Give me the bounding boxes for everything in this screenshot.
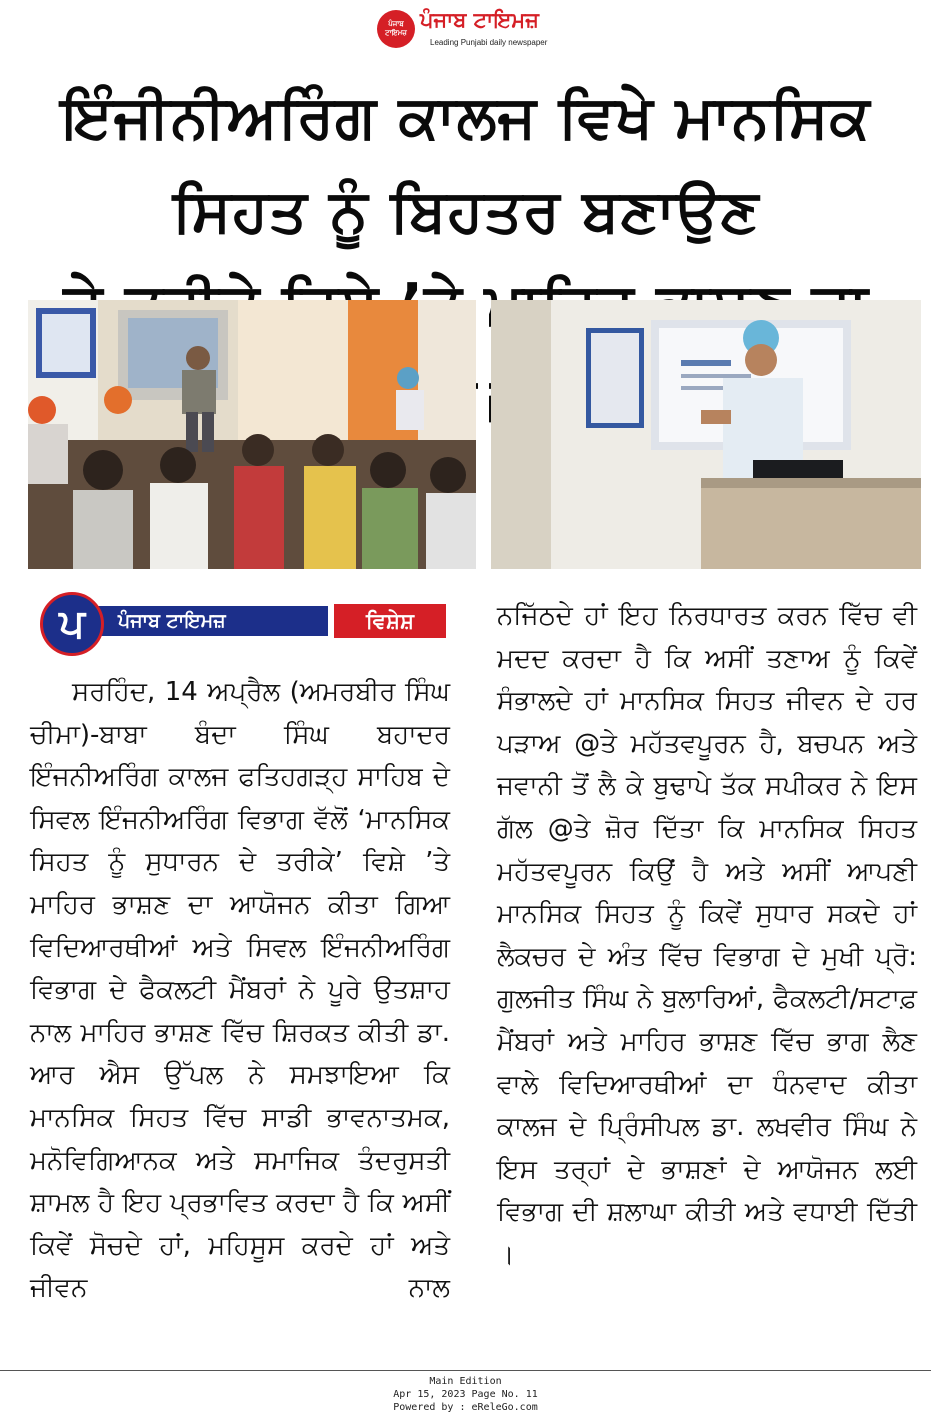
footer-powered-by: Powered by : eReleGo.com bbox=[393, 1402, 538, 1413]
article-paragraph-right: ਨਜਿੱਠਦੇ ਹਾਂ ਇਹ ਨਿਰਧਾਰਤ ਕਰਨ ਵਿੱਚ ਵੀ ਮਦਦ ਕਰਦਾ ਹੈ ਕਿ ਅਸੀਂ ਤਣਾਅ ਨੂੰ ਕਿਵੇਂ ਸੰਭਾਲਦੇ ਹਾਂ ਮਾਨਸਿਕ ਸਿਹਤ ਜੀਵਨ ਦੇ ਹਰ ਪੜਾਅ @ਤੇ ਮਹੱਤਵਪੂਰਨ ਹੈ, ਬਚਪਨ ਅਤੇ ਜਵਾਨੀ ਤੋਂ ਲੈ ਕੇ ਬੁਢਾਪੇ ਤੱਕ ਸਪੀਕਰ ਨੇ ਇਸ ਗੱਲ @ਤੇ ਜ਼ੋਰ ਦਿੱਤਾ ਕਿ ਮਾਨਸਿਕ ਸਿਹਤ ਮਹੱਤਵਪੂਰਨ ਕਿਉਂ ਹੈ ਅਤੇ ਅਸੀਂ ਆਪਣੀ ਮਾਨਸਿਕ ਸਿਹਤ ਨੂੰ ਕਿਵੇਂ ਸੁਧਾਰ ਸਕਦੇ ਹਾਂ ਲੈਕਚਰ ਦੇ ਅੰਤ ਵਿੱਚ ਵਿਭਾਗ ਦੇ ਮੁਖੀ ਪ੍ਰੋ: ਗੁਲਜੀਤ ਸਿੰਘ ਨੇ ਬੁਲਾਰਿਆਂ, ਫੈਕਲਟੀ/ਸਟਾਫ਼ ਮੈਂਬਰਾਂ ਅਤੇ ਮਾਹਿਰ ਭਾਸ਼ਣ ਵਿੱਚ ਭਾਗ ਲੈਣ ਵਾਲੇ ਵਿਦਿਆਰਥੀਆਂ ਦਾ ਧੰਨਵਾਦ ਕੀਤਾ ਕਾਲਜ ਦੇ ਪ੍ਰਿੰਸੀਪਲ ਡਾ. ਲਖਵੀਰ ਸਿੰਘ ਨੇ ਇਸ ਤਰ੍ਹਾਂ ਦੇ ਭਾਸ਼ਣਾਂ ਦੇ ਆਯੋਜਨ ਲਈ ਵਿਭਾਗ ਦੀ ਸ਼ਲਾਘਾ ਕੀਤੀ ਅਤੇ ਵਧਾਈ ਦਿੱਤੀ । bbox=[497, 601, 917, 1270]
footer-date-page: Apr 15, 2023 Page No. 11 bbox=[393, 1389, 538, 1400]
banner-name: ਪੰਜਾਬ ਟਾਇਮਜ਼ bbox=[88, 606, 328, 636]
masthead-logo: ਪੰਜਾਬ ਟਾਇਮਜ਼ bbox=[377, 10, 415, 48]
page-footer bbox=[0, 1375, 931, 1414]
masthead-name: ਪੰਜਾਬ ਟਾਇਮਜ਼ bbox=[420, 8, 539, 32]
photo-separator bbox=[478, 300, 489, 569]
article-paragraph-left: ਸਰਹਿੰਦ, 14 ਅਪ੍ਰੈਲ (ਅਮਰਬੀਰ ਸਿੰਘ ਚੀਮਾ)-ਬਾਬਾ ਬੰਦਾ ਸਿੰਘ ਬਹਾਦਰ ਇੰਜਨੀਅਰਿੰਗ ਕਾਲਜ ਫਤਿਹਗੜ੍ਹ ਸਾਹਿਬ ਦੇ ਸਿਵਲ ਇੰਜਨੀਅਰਿੰਗ ਵਿਭਾਗ ਵੱਲੋਂ ‘ਮਾਨਸਿਕ ਸਿਹਤ ਨੂੰ ਸੁਧਾਰਨ ਦੇ ਤਰੀਕੇ’ ਵਿਸ਼ੇ ’ਤੇ ਮਾਹਿਰ ਭਾਸ਼ਣ ਦਾ ਆਯੋਜਨ ਕੀਤਾ ਗਿਆ ਵਿਦਿਆਰਥੀਆਂ ਅਤੇ ਸਿਵਲ ਇੰਜਨੀਅਰਿੰਗ ਵਿਭਾਗ ਦੇ ਫੈਕਲਟੀ ਮੈਂਬਰਾਂ ਨੇ ਪੂਰੇ ਉਤਸ਼ਾਹ ਨਾਲ ਮਾਹਿਰ ਭਾਸ਼ਣ ਵਿੱਚ ਸ਼ਿਰਕਤ ਕੀਤੀ ਡਾ. ਆਰ ਐਸ ਉੱਪਲ ਨੇ ਸਮਝਾਇਆ ਕਿ ਮਾਨਸਿਕ ਸਿਹਤ ਵਿੱਚ ਸਾਡੀ ਭਾਵਨਾਤਮਕ, ਮਨੋਵਿਗਿਆਨਕ ਅਤੇ ਸਮਾਜਿਕ ਤੰਦਰੁਸਤੀ ਸ਼ਾਮਲ ਹੈ ਇਹ ਪ੍ਰਭਾਵਿਤ ਕਰਦਾ ਹੈ ਕਿ ਅਸੀਂ ਕਿਵੇਂ ਸੋਚਦੇ ਹਾਂ, ਮਹਿਸੂਸ ਕਰਦੇ ਹਾਂ ਅਤੇ ਜੀਵਨ ਨਾਲ bbox=[30, 677, 450, 1304]
photo-speaker bbox=[491, 300, 921, 569]
section-banner bbox=[28, 590, 446, 660]
article-column-right bbox=[497, 595, 917, 1277]
banner-logo: ਪ bbox=[40, 592, 104, 656]
footer-divider bbox=[0, 1370, 931, 1371]
banner-tag: ਵਿਸ਼ੇਸ਼ bbox=[334, 604, 446, 638]
photo-audience bbox=[28, 300, 476, 569]
photo-audience-illustration bbox=[28, 300, 476, 569]
article-column-left bbox=[30, 671, 450, 1310]
masthead-tagline: Leading Punjabi daily newspaper bbox=[430, 38, 548, 47]
headline-line-1: ਇੰਜੀਨੀਅਰਿੰਗ ਕਾਲਜ ਵਿਖੇ ਮਾਨਸਿਕ ਸਿਹਤ ਨੂੰ ਬਿਹਤਰ ਬਣਾਉਣ bbox=[61, 82, 871, 245]
masthead bbox=[0, 6, 931, 50]
footer-edition: Main Edition bbox=[429, 1376, 502, 1387]
photo-speaker-illustration bbox=[491, 300, 921, 569]
